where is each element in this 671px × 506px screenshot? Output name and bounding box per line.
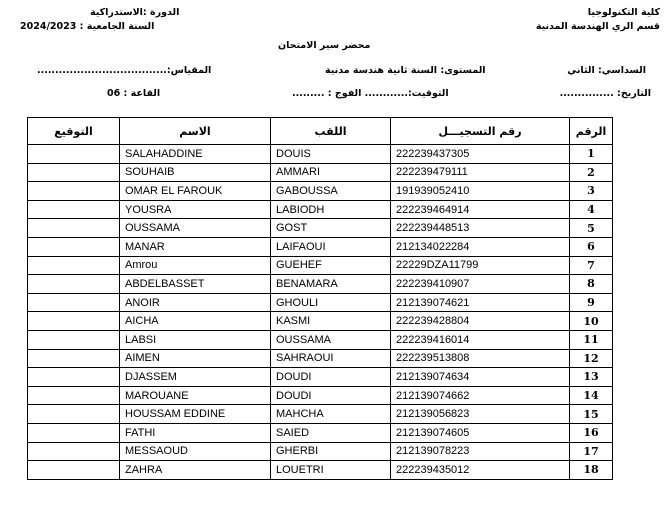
cell-signature[interactable] [28,145,120,164]
table-row [28,386,613,405]
module-field: المقياس:.................................... [37,65,212,76]
level-field: المستوى: السنة ثانية هندسة مدنية [325,65,486,76]
cell-last-name: GHERBI [271,442,391,461]
cell-first-name: ZAHRA [120,461,271,480]
cell-row-number: 2 [570,163,613,182]
cell-signature[interactable] [28,163,120,182]
cell-last-name: LABIODH [271,200,391,219]
semester-field: السداسي: الثاني [567,65,646,76]
cell-signature[interactable] [28,461,120,480]
cell-signature[interactable] [28,256,120,275]
cell-signature[interactable] [28,182,120,201]
cell-signature[interactable] [28,200,120,219]
department-name: قسم الري الهندسة المدنية [535,21,660,32]
table-row [28,293,613,312]
cell-row-number: 9 [570,293,613,312]
table-header-row [28,118,613,145]
academic-year: السنة الجامعية : 2024/2023 [20,21,155,32]
cell-signature[interactable] [28,293,120,312]
column-header-number: الرقم [570,118,613,145]
cell-row-number: 6 [570,237,613,256]
cell-signature[interactable] [28,330,120,349]
cell-first-name: SALAHADDINE [120,145,271,164]
table-row [28,442,613,461]
cell-registration-number: 222239479111 [391,163,570,182]
exam-session: الدورة :الاستدراكية [90,7,180,18]
cell-row-number: 10 [570,312,613,331]
table-row [28,182,613,201]
cell-last-name: KASMI [271,312,391,331]
cell-first-name: OMAR EL FAROUK [120,182,271,201]
cell-row-number: 13 [570,368,613,387]
cell-registration-number: 222239435012 [391,461,570,480]
table-row [28,219,613,238]
cell-signature[interactable] [28,405,120,424]
cell-first-name: SOUHAIB [120,163,271,182]
cell-last-name: LOUETRI [271,461,391,480]
cell-signature[interactable] [28,423,120,442]
table-row [28,163,613,182]
cell-last-name: GHOULI [271,293,391,312]
cell-registration-number: 212139074605 [391,423,570,442]
cell-row-number: 1 [570,145,613,164]
cell-last-name: MAHCHA [271,405,391,424]
cell-signature[interactable] [28,219,120,238]
cell-first-name: FATHI [120,423,271,442]
cell-first-name: ABDELBASSET [120,275,271,294]
cell-first-name: AIMEN [120,349,271,368]
cell-row-number: 4 [570,200,613,219]
faculty-name: كلية التكنولوجيا [587,7,660,18]
cell-registration-number: 222239513808 [391,349,570,368]
table-row [28,423,613,442]
cell-row-number: 17 [570,442,613,461]
cell-first-name: MANAR [120,237,271,256]
cell-registration-number: 212139074634 [391,368,570,387]
cell-last-name: AMMARI [271,163,391,182]
cell-registration-number: 212139056823 [391,405,570,424]
cell-registration-number: 212139074621 [391,293,570,312]
cell-row-number: 7 [570,256,613,275]
column-header-registration: رقم التسجيـــل [391,118,570,145]
cell-first-name: HOUSSAM EDDINE [120,405,271,424]
cell-signature[interactable] [28,368,120,387]
cell-signature[interactable] [28,386,120,405]
time-group-field: التوقيت:............ الفوج : ......... [292,88,449,99]
cell-row-number: 18 [570,461,613,480]
table-row [28,275,613,294]
cell-first-name: LABSI [120,330,271,349]
cell-row-number: 5 [570,219,613,238]
cell-row-number: 8 [570,275,613,294]
cell-first-name: DJASSEM [120,368,271,387]
table-row [28,405,613,424]
cell-registration-number: 222239464914 [391,200,570,219]
cell-first-name: OUSSAMA [120,219,271,238]
cell-row-number: 15 [570,405,613,424]
cell-first-name: AICHA [120,312,271,331]
column-header-last-name: اللقب [271,118,391,145]
cell-last-name: OUSSAMA [271,330,391,349]
cell-last-name: BENAMARA [271,275,391,294]
column-header-first-name: الاسم [120,118,271,145]
cell-last-name: DOUIS [271,145,391,164]
table-row [28,461,613,480]
cell-registration-number: 222239410907 [391,275,570,294]
table-row [28,145,613,164]
room-field: القاعة : 06 [107,88,161,99]
cell-signature[interactable] [28,237,120,256]
table-row [28,349,613,368]
cell-last-name: DOUDI [271,368,391,387]
cell-first-name: MESSAOUD [120,442,271,461]
cell-row-number: 3 [570,182,613,201]
cell-signature[interactable] [28,442,120,461]
cell-registration-number: 222239437305 [391,145,570,164]
form-title: محضر سير الامتحان [278,40,371,51]
cell-last-name: SAHRAOUI [271,349,391,368]
table-row [28,256,613,275]
table-row [28,368,613,387]
cell-registration-number: 222239416014 [391,330,570,349]
cell-last-name: GUEHEF [271,256,391,275]
cell-last-name: GABOUSSA [271,182,391,201]
date-field: التاريخ: ............... [559,88,651,99]
cell-row-number: 16 [570,423,613,442]
cell-last-name: SAIED [271,423,391,442]
table-row [28,237,613,256]
cell-row-number: 12 [570,349,613,368]
cell-registration-number: 212134022284 [391,237,570,256]
table-row [28,200,613,219]
cell-first-name: Amrou [120,256,271,275]
cell-last-name: LAIFAOUI [271,237,391,256]
cell-signature[interactable] [28,349,120,368]
cell-registration-number: 22229DZA11799 [391,256,570,275]
cell-signature[interactable] [28,275,120,294]
cell-first-name: YOUSRA [120,200,271,219]
cell-first-name: MAROUANE [120,386,271,405]
cell-registration-number: 212139074662 [391,386,570,405]
column-header-signature: التوقيع [28,118,120,145]
cell-first-name: ANOIR [120,293,271,312]
cell-registration-number: 222239428804 [391,312,570,331]
cell-registration-number: 212139078223 [391,442,570,461]
cell-signature[interactable] [28,312,120,331]
cell-row-number: 11 [570,330,613,349]
cell-last-name: GOST [271,219,391,238]
cell-row-number: 14 [570,386,613,405]
cell-last-name: DOUDI [271,386,391,405]
cell-registration-number: 191939052410 [391,182,570,201]
table-row [28,312,613,331]
table-row [28,330,613,349]
cell-registration-number: 222239448513 [391,219,570,238]
attendance-table [27,117,613,480]
